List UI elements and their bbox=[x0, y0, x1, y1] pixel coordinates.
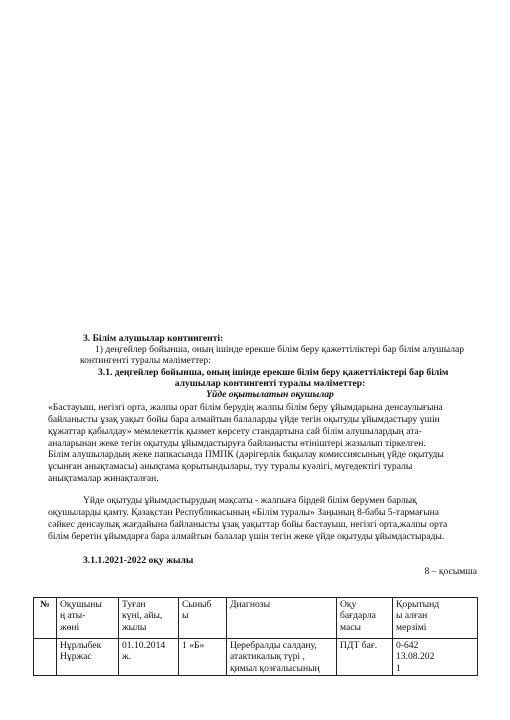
cell-diagnosis: Церебралды салдану, атактикалық түрі , қимыл қозғалысының bbox=[227, 639, 337, 676]
column-header-program: Оқу бағдарла масы bbox=[337, 598, 393, 639]
column-header-grade: Сыныб ы bbox=[179, 598, 227, 639]
paragraph-1-line: аналарынан жеке тегін оқытуды ұйымдастыруға байланысты өтініштері жазылып тіркелген. bbox=[48, 438, 426, 449]
section-heading: 3. Білім алушылар контингенті: bbox=[83, 333, 224, 344]
subsection-heading-line-1: 3.1. деңгейлер бойынша, оның ішінде ерекше білім беру қажеттіліктері бар білім bbox=[98, 367, 449, 378]
appendix-label: 8 – қосымша bbox=[424, 566, 477, 577]
paragraph-2-line: білім беретін ұйымдарға бара алмайтын балалар үшін тегін жеке үйде оқытуды ұйымдастырады. bbox=[48, 531, 445, 542]
column-header-diagnosis: Диагнозы bbox=[227, 598, 337, 639]
section-item-1-line-1: 1) деңгейлер бойынша, оның ішінде ерекше білім беру қажеттіліктері бар білім алушылар bbox=[95, 344, 465, 355]
paragraph-1-line: ұсынған анықтамасы) анықтама қорытындылары, туу туралы куәлігі, мүгедектігі туралы bbox=[48, 461, 413, 472]
cell-grade: 1 «Б» bbox=[179, 639, 227, 676]
students-table bbox=[33, 597, 478, 676]
cell-birth-date: 01.10.2014 ж. bbox=[119, 639, 179, 676]
cell-program: ПДТ бағ. bbox=[337, 639, 393, 676]
cell-student-name: Нұрлыбек Нұржас bbox=[57, 639, 119, 676]
paragraph-1-line: құжаттар қабылдау» мемлекеттік қызмет көрсету стандартына сай білім алушылардың ата- bbox=[48, 426, 422, 437]
table-header-row bbox=[34, 598, 478, 639]
cell-conclusion-date: 0-642 13.08.202 1 bbox=[393, 639, 478, 676]
section-item-1-line-2: контингенті туралы мәліметтер: bbox=[80, 355, 211, 366]
subsection-subheading: Үйде оқытылатын оқушылар bbox=[206, 389, 334, 400]
column-header-conclusion-date: Қорытынд ы алған мерзімі bbox=[393, 598, 478, 639]
paragraph-1-line: анықтамалар жинақталған. bbox=[48, 473, 159, 484]
paragraph-1-line: Білім алушылардың жеке папкасында ПМПК (дәрігерлік бақылау комиссиясының үйде оқытуды bbox=[48, 449, 444, 460]
cell-number bbox=[34, 639, 57, 676]
column-header-number: № bbox=[34, 598, 57, 639]
paragraph-2-line: Үйде оқытуды ұйымдастырудың мақсаты - жалпыға бірдей білім берумен барлық bbox=[83, 495, 417, 506]
subsection-heading-line-2: алушылар контингенті туралы мәліметтер: bbox=[174, 378, 366, 389]
table-row bbox=[34, 639, 478, 676]
paragraph-1-line: байланысты ұзақ уақыт бойы бара алмайтын балаларды үйде тегін оқытуды ұйымдастыру үшін bbox=[48, 414, 440, 425]
paragraph-1-line: «Бастауыш, негізгі орта, жалпы орат білім берудің жалпы білім беру ұйымдарына денсаулығына bbox=[48, 402, 443, 413]
column-header-name: Оқушыны ң аты- жөні bbox=[57, 598, 119, 639]
column-header-birth-date: Туған күні, айы, жылы bbox=[119, 598, 179, 639]
paragraph-2-line: оқушыларды қамту. Қазақстан Республикасының «Білім туралы» Заңының 8-бабы 5-тармағына bbox=[48, 507, 440, 518]
school-year-heading: 3.1.1.2021-2022 оқу жылы bbox=[83, 555, 194, 566]
paragraph-2-line: сәйкес денсаулық жағдайына байланысты ұзақ уақыттар бойы бастауыш, негізгі орта,жалпы орта bbox=[48, 519, 448, 530]
